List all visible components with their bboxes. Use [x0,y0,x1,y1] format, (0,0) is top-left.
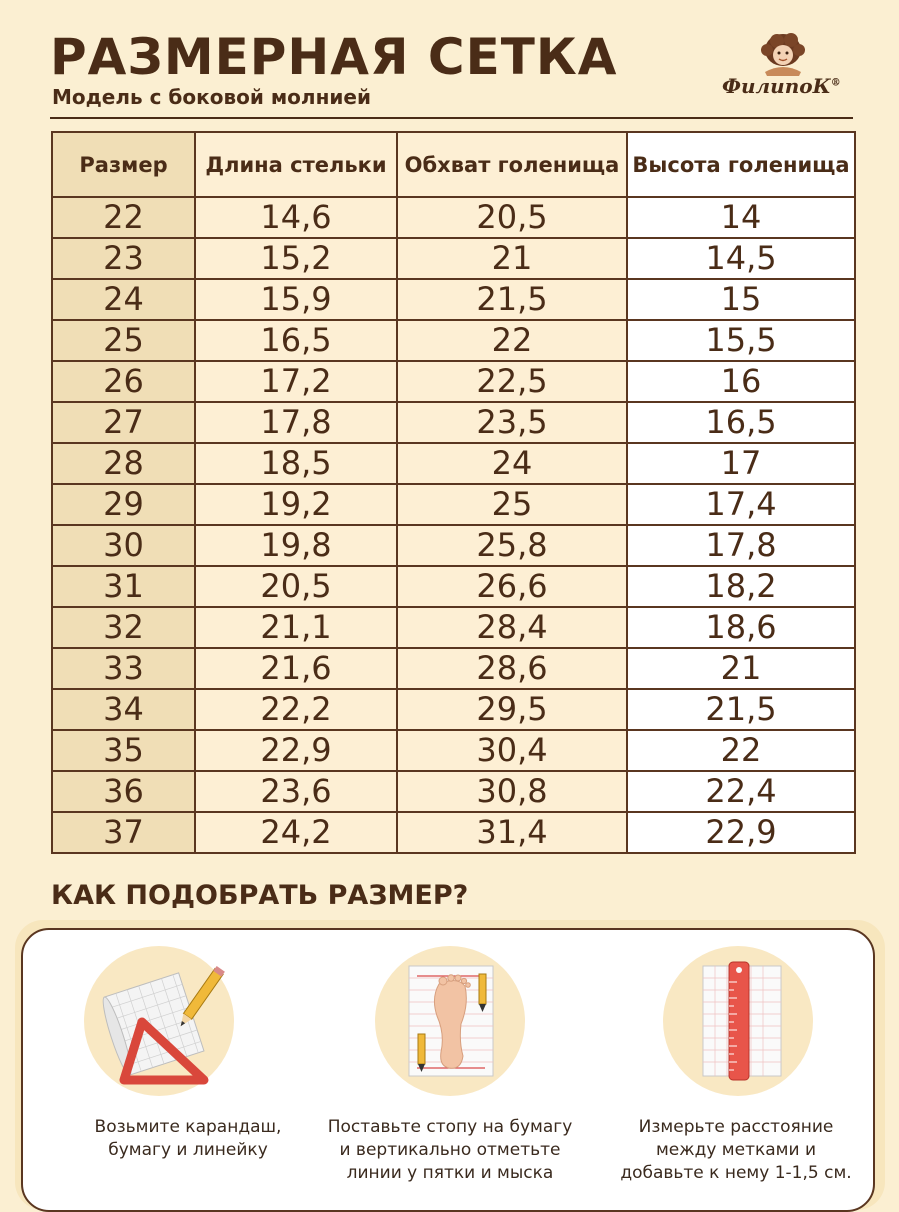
cell-insole-length: 15,9 [195,279,397,320]
cell-shaft-height: 22,4 [627,771,855,812]
cell-shaft-height: 16,5 [627,402,855,443]
cell-shaft-circumference: 31,4 [397,812,627,853]
header-shaft-circumference: Обхват голенища [397,132,627,197]
cell-shaft-height: 15 [627,279,855,320]
cell-shaft-height: 22,9 [627,812,855,853]
cell-shaft-height: 18,6 [627,607,855,648]
cell-insole-length: 24,2 [195,812,397,853]
table-row [52,361,855,402]
cell-shaft-circumference: 22 [397,320,627,361]
table-row [52,320,855,361]
step-2-text: Поставьте стопу на бумагу и вертикально отметьте линии у пятки и мыска [327,1117,573,1183]
cell-shaft-circumference: 26,6 [397,566,627,607]
cell-insole-length: 15,2 [195,238,397,279]
table-row [52,689,855,730]
table-row [52,771,855,812]
cell-size: 24 [52,279,195,320]
cell-insole-length: 23,6 [195,771,397,812]
cell-size: 27 [52,402,195,443]
cell-insole-length: 14,6 [195,197,397,238]
cell-shaft-circumference: 24 [397,443,627,484]
cell-shaft-height: 17,4 [627,484,855,525]
foot-on-paper-icon [405,964,500,1084]
table-row [52,812,855,853]
cell-shaft-circumference: 23,5 [397,402,627,443]
table-row [52,443,855,484]
cell-shaft-height: 17,8 [627,525,855,566]
cell-size: 29 [52,484,195,525]
table-row [52,730,855,771]
cell-size: 23 [52,238,195,279]
table-row [52,607,855,648]
cell-shaft-circumference: 30,4 [397,730,627,771]
table-row [52,238,855,279]
cell-insole-length: 20,5 [195,566,397,607]
cell-size: 26 [52,361,195,402]
cell-insole-length: 22,2 [195,689,397,730]
header-insole-length: Длина стельки [195,132,397,197]
cell-shaft-circumference: 30,8 [397,771,627,812]
ruler-measure-icon [693,960,788,1085]
cell-size: 33 [52,648,195,689]
cell-shaft-circumference: 29,5 [397,689,627,730]
cell-shaft-height: 18,2 [627,566,855,607]
header-divider [50,117,853,119]
table-row [52,525,855,566]
step-3-text: Измерьте расстояние между метками и добавьте к нему 1-1,5 см. [620,1117,852,1183]
cell-shaft-height: 14 [627,197,855,238]
cell-size: 22 [52,197,195,238]
table-row [52,197,855,238]
cell-shaft-circumference: 21,5 [397,279,627,320]
cell-shaft-height: 16 [627,361,855,402]
table-header-row [52,132,855,197]
cell-size: 32 [52,607,195,648]
cell-size: 36 [52,771,195,812]
table-row [52,279,855,320]
step-1-text: Возьмите карандаш, бумагу и линейку [94,1117,282,1160]
table-row [52,566,855,607]
cell-size: 31 [52,566,195,607]
cell-insole-length: 22,9 [195,730,397,771]
cell-shaft-height: 22 [627,730,855,771]
header-shaft-height: Высота голенища [627,132,855,197]
cell-shaft-circumference: 28,4 [397,607,627,648]
cell-size: 34 [52,689,195,730]
cell-size: 30 [52,525,195,566]
size-table [51,131,856,854]
cell-shaft-height: 21,5 [627,689,855,730]
cell-insole-length: 18,5 [195,443,397,484]
cell-insole-length: 19,2 [195,484,397,525]
cell-shaft-circumference: 20,5 [397,197,627,238]
cell-size: 25 [52,320,195,361]
cell-shaft-circumference: 25,8 [397,525,627,566]
brand-name: ФилипоК® [722,74,841,98]
cell-insole-length: 19,8 [195,525,397,566]
header-size: Размер [52,132,195,197]
table-row [52,484,855,525]
cell-shaft-height: 15,5 [627,320,855,361]
pencil-paper-ruler-icon [94,960,234,1090]
howto-panel [21,928,875,1212]
cell-shaft-height: 14,5 [627,238,855,279]
table-row [52,402,855,443]
cell-shaft-circumference: 28,6 [397,648,627,689]
cell-size: 35 [52,730,195,771]
page-subtitle: Модель с боковой молнией [52,85,371,109]
cell-shaft-circumference: 25 [397,484,627,525]
cell-insole-length: 16,5 [195,320,397,361]
cell-shaft-circumference: 22,5 [397,361,627,402]
cell-size: 28 [52,443,195,484]
cell-size: 37 [52,812,195,853]
cell-shaft-circumference: 21 [397,238,627,279]
cell-insole-length: 21,1 [195,607,397,648]
page-title: РАЗМЕРНАЯ СЕТКА [50,28,618,86]
cell-insole-length: 17,8 [195,402,397,443]
cell-shaft-height: 21 [627,648,855,689]
table-row [52,648,855,689]
howto-title: КАК ПОДОБРАТЬ РАЗМЕР? [51,880,469,911]
cell-shaft-height: 17 [627,443,855,484]
cell-insole-length: 21,6 [195,648,397,689]
cell-insole-length: 17,2 [195,361,397,402]
